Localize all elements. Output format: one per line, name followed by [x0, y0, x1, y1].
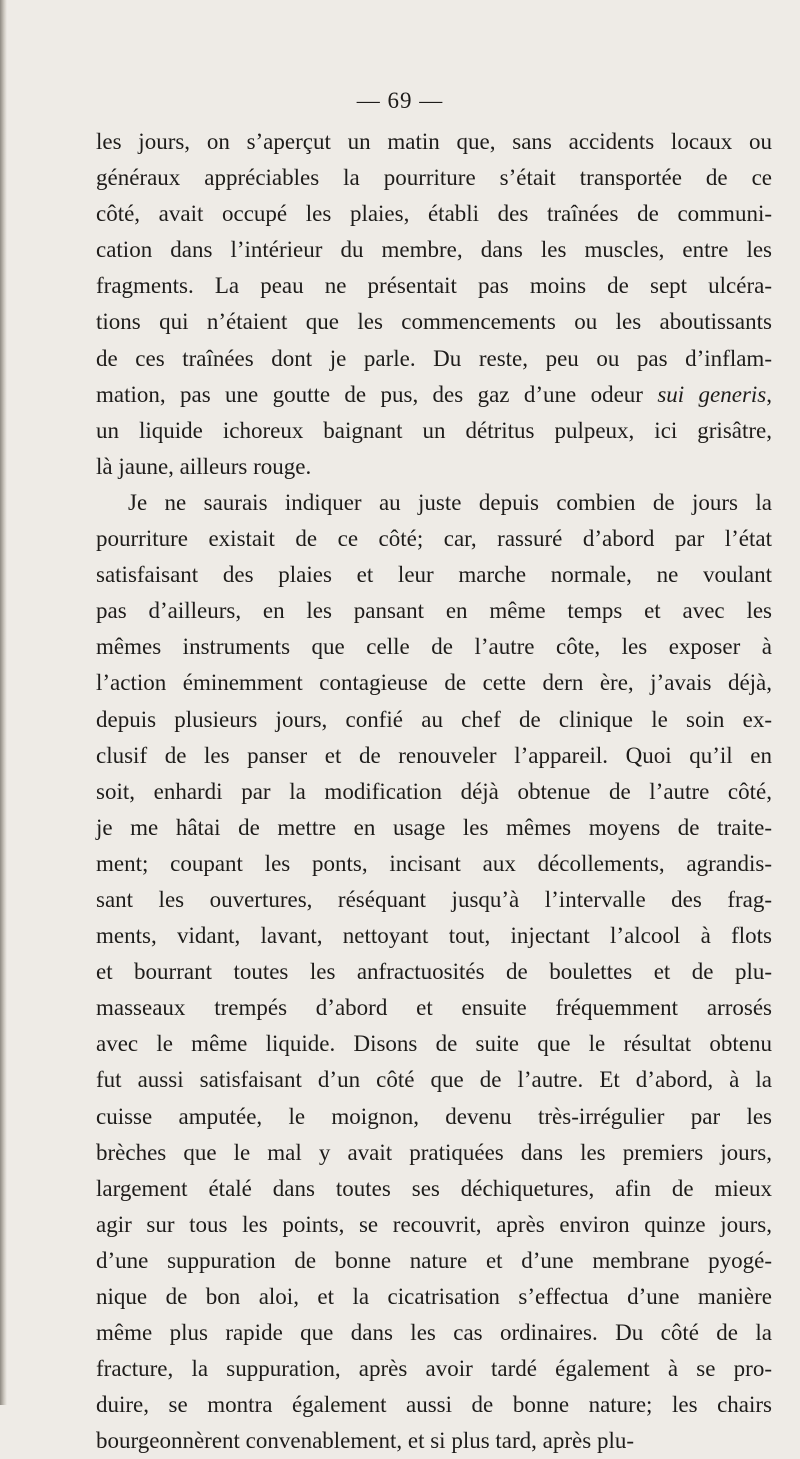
- text-line: généraux appréciables la pourriture s’était transportée de ce: [96, 165, 772, 191]
- text-line: pourriture existait de ce côté; car, rassuré d’abord par l’état: [96, 526, 772, 552]
- text-line: bourgeonnèrent convenablement, et si plus tard, après plu-: [96, 1428, 634, 1454]
- text-line: fragments. La peau ne présentait pas moins de sept ulcéra-: [96, 273, 772, 299]
- text-line: sant les ouvertures, réséquant jusqu’à l’intervalle des frag-: [96, 886, 772, 912]
- text-line: mêmes instruments que celle de l’autre côte, les exposer à: [96, 634, 772, 660]
- text-line: pas d’ailleurs, en les pansant en même temps et avec les: [96, 598, 772, 624]
- paragraph-2: [96, 485, 772, 1459]
- text-line: depuis plusieurs jours, confié au chef de clinique le soin ex-: [96, 706, 772, 732]
- text-line: clusif de les panser et de renouveler l’appareil. Quoi qu’il en: [96, 742, 772, 768]
- text-line: nique de bon aloi, et la cicatrisation s’effectua d’une manière: [96, 1284, 772, 1309]
- text-line: agir sur tous les points, se recouvrit, après environ quinze jours,: [96, 1211, 772, 1237]
- text-line: les jours, on s’aperçut un matin que, sans accidents locaux ou: [96, 129, 772, 154]
- text-line: masseaux trempés d’abord et ensuite fréquemment arrosés: [96, 995, 772, 1021]
- text-line: cuisse amputée, le moignon, devenu très-irrégulier par les: [96, 1103, 772, 1129]
- text-line: satisfaisant des plaies et leur marche normale, ne voulant: [96, 562, 772, 588]
- text-line: côté, avait occupé les plaies, établi des traînées de communi-: [96, 201, 772, 227]
- text-line: Je ne saurais indiquer au juste depuis combien de jours la: [128, 489, 772, 515]
- text-line: soit, enhardi par la modification déjà obtenue de l’autre côté,: [96, 778, 772, 804]
- text-line: ments, vidant, lavant, nettoyant tout, injectant l’alcool à flots: [96, 923, 772, 949]
- text-line: fut aussi satisfaisant d’un côté que de l’autre. Et d’abord, à la: [96, 1067, 772, 1093]
- latin-phrase: sui generis: [657, 381, 767, 407]
- page-number: — 69 —: [356, 88, 444, 113]
- text-line: et bourrant toutes les anfractuosités de boulettes et de plu-: [96, 959, 772, 985]
- text-line: cation dans l’intérieur du membre, dans les muscles, entre les: [96, 237, 772, 263]
- text-line: mation, pas une goutte de pus, des gaz d’une odeur sui generis,: [96, 381, 772, 407]
- text-line: l’action éminemment contagieuse de cette dern ère, j’avais déjà,: [96, 670, 772, 696]
- text-line: de ces traînées dont je parle. Du reste, peu ou pas d’inflam-: [96, 345, 772, 371]
- text-line: brèches que le mal y avait pratiquées dans les premiers jours,: [96, 1139, 772, 1165]
- text-line: d’une suppuration de bonne nature et d’une membrane pyogé-: [96, 1247, 772, 1273]
- text-line: avec le même liquide. Disons de suite que le résultat obtenu: [96, 1031, 772, 1057]
- text-line: même plus rapide que dans les cas ordinaires. Du côté de la: [96, 1320, 772, 1346]
- paragraph-1: [96, 124, 772, 485]
- text-line: là jaune, ailleurs rouge.: [96, 453, 312, 479]
- text-line: duire, se montra également aussi de bonne nature; les chairs: [96, 1392, 772, 1418]
- page-binding-edge: [0, 0, 7, 1405]
- text-line: un liquide ichoreux baignant un détritus pulpeux, ici grisâtre,: [96, 417, 772, 443]
- text-line: fracture, la suppuration, après avoir tardé également à se pro-: [96, 1356, 772, 1382]
- text-line: tions qui n’étaient que les commencements ou les aboutissants: [96, 309, 772, 335]
- text-line: je me hâtai de mettre en usage les mêmes moyens de traite-: [96, 814, 772, 840]
- text-line: largement étalé dans toutes ses déchiquetures, afin de mieux: [96, 1175, 772, 1201]
- body-text: [96, 124, 772, 1459]
- text-line: ment; coupant les ponts, incisant aux décollements, agrandis-: [96, 850, 772, 876]
